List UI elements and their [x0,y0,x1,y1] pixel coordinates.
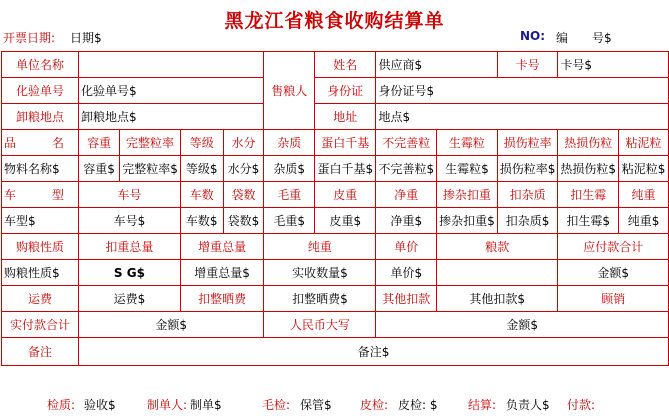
quality-value: 完整粒率$ [120,156,181,182]
quality-header: 品 名 [2,130,79,156]
no-value: 编 号$ [556,31,612,45]
weight-header-row [2,182,669,208]
payment-header: 购粮性质 [2,234,79,260]
payment-value: 增重总量$ [180,260,263,286]
quality-value: 热损伤粒$ [558,156,619,182]
remark-row [2,338,669,366]
weight-value: 扣杂质$ [497,208,558,234]
name-value: 供应商$ [376,52,497,78]
payment-value: 实收数量$ [264,260,376,286]
weight-header: 纯重 [619,182,669,208]
quality-header: 杂质 [264,130,315,156]
weight-value: 纯重$ [619,208,669,234]
quality-value: 损伤粒率$ [497,156,558,182]
weight-value: 扣生霉$ [558,208,619,234]
weight-header: 掺杂扣重 [437,182,498,208]
weight-header: 袋数 [223,182,264,208]
payment-value: 金额$ [558,260,669,286]
no-label: NO: [520,29,546,43]
weight-value: 车号$ [79,208,181,234]
weight-value: 皮重$ [315,208,376,234]
weight-header: 扣杂质 [497,182,558,208]
quality-header: 生霉粒 [437,130,498,156]
weight-value: 掺杂扣重$ [437,208,498,234]
settle-value: 负责人$ [506,398,550,412]
address-label: 地址 [315,104,376,130]
quality-header: 完整粒率 [120,130,181,156]
tare-check-label: 皮检: [360,398,389,412]
check-value: 验收$ [84,398,116,412]
drying-fee-value: 扣整晒费$ [264,286,376,312]
quality-header: 容重 [79,130,120,156]
document-title: 黑龙江省粮食收购结算单 [224,10,445,32]
tare-check-value: 皮检: $ [398,398,438,412]
unload-value: 卸粮地点$ [79,104,264,130]
other-deduction-label: 其他扣款 [376,286,437,312]
maker-label: 制单人: [147,398,188,412]
id-label: 身份证 [315,78,376,104]
freight-value: 运费$ [79,286,181,312]
weight-value: 净重$ [376,208,437,234]
payment-header: 扣重总量 [79,234,181,260]
payment-value: S G$ [79,260,181,286]
rmb-uppercase-label: 人民币大写 [264,312,376,338]
quality-header: 不完善粒 [376,130,437,156]
address-value: 地点$ [376,104,669,130]
paid-total-value: 金额$ [79,312,264,338]
quality-value: 生霉粒$ [437,156,498,182]
quality-value: 等级$ [180,156,223,182]
fee-row [2,286,669,312]
gross-check-value: 保管$ [300,398,332,412]
quality-value: 蛋白千基$ [315,156,376,182]
remark-value: 备注$ [79,338,669,366]
quality-header: 蛋白千基 [315,130,376,156]
payee-label: 付款: [567,398,596,412]
unload-label: 卸粮地点 [2,104,79,130]
weight-header: 扣生霉 [558,182,619,208]
weight-value: 车数$ [180,208,223,234]
quality-value-row [2,156,669,182]
weight-value: 毛重$ [264,208,315,234]
settlement-table [1,51,669,366]
quality-header-row [2,130,669,156]
quality-header: 损伤粒率 [497,130,558,156]
test-no-value: 化验单号$ [79,78,264,104]
weight-value: 车型$ [2,208,79,234]
name-label: 姓名 [315,52,376,78]
gross-check-label: 毛检: [262,398,291,412]
payment-header: 纯重 [264,234,376,260]
quality-value: 不完善粒$ [376,156,437,182]
freight-label: 运费 [2,286,79,312]
weight-header: 毛重 [264,182,315,208]
seller-label: 售粮人 [264,52,315,130]
quality-value: 物料名称$ [2,156,79,182]
seller-row-2 [2,78,669,104]
payment-header-row [2,234,669,260]
payment-value-row [2,260,669,286]
weight-header: 车号 [79,182,181,208]
card-value: 卡号$ [558,52,669,78]
payment-header: 粮款 [437,234,558,260]
quality-value: 容重$ [79,156,120,182]
date-value: 日期$ [70,31,102,45]
weight-header: 车数 [180,182,223,208]
unit-name-value [79,52,264,78]
seller-row-3 [2,104,669,130]
offset-label: 顾销 [558,286,669,312]
quality-header: 热损伤粒 [558,130,619,156]
quality-header: 粘泥粒 [619,130,669,156]
date-label: 开票日期: [3,31,56,45]
seller-row-1 [2,52,669,78]
paid-total-label: 实付款合计 [2,312,79,338]
unit-name-label: 单位名称 [2,52,79,78]
weight-value-row [2,208,669,234]
settle-label: 结算: [468,398,497,412]
payment-value: 单价$ [376,260,437,286]
weight-header: 净重 [376,182,437,208]
payment-header: 单价 [376,234,437,260]
check-label: 检质: [47,398,76,412]
rmb-uppercase-value: 金额$ [376,312,669,338]
quality-value: 粘泥粒$ [619,156,669,182]
other-deduction-value: 其他扣款$ [437,286,558,312]
remark-label: 备注 [2,338,79,366]
payment-value [437,260,558,286]
quality-value: 水分$ [223,156,264,182]
weight-value: 袋数$ [223,208,264,234]
quality-value: 杂质$ [264,156,315,182]
quality-header: 水分 [223,130,264,156]
card-label: 卡号 [497,52,558,78]
weight-header: 皮重 [315,182,376,208]
weight-header: 车 型 [2,182,79,208]
drying-fee-label: 扣整晒费 [180,286,263,312]
test-no-label: 化验单号 [2,78,79,104]
id-value: 身份证号$ [376,78,669,104]
total-row [2,312,669,338]
quality-header: 等级 [180,130,223,156]
payment-header: 增重总量 [180,234,263,260]
payment-value: 购粮性质$ [2,260,79,286]
payment-header: 应付款合计 [558,234,669,260]
maker-value: 制单$ [190,398,222,412]
